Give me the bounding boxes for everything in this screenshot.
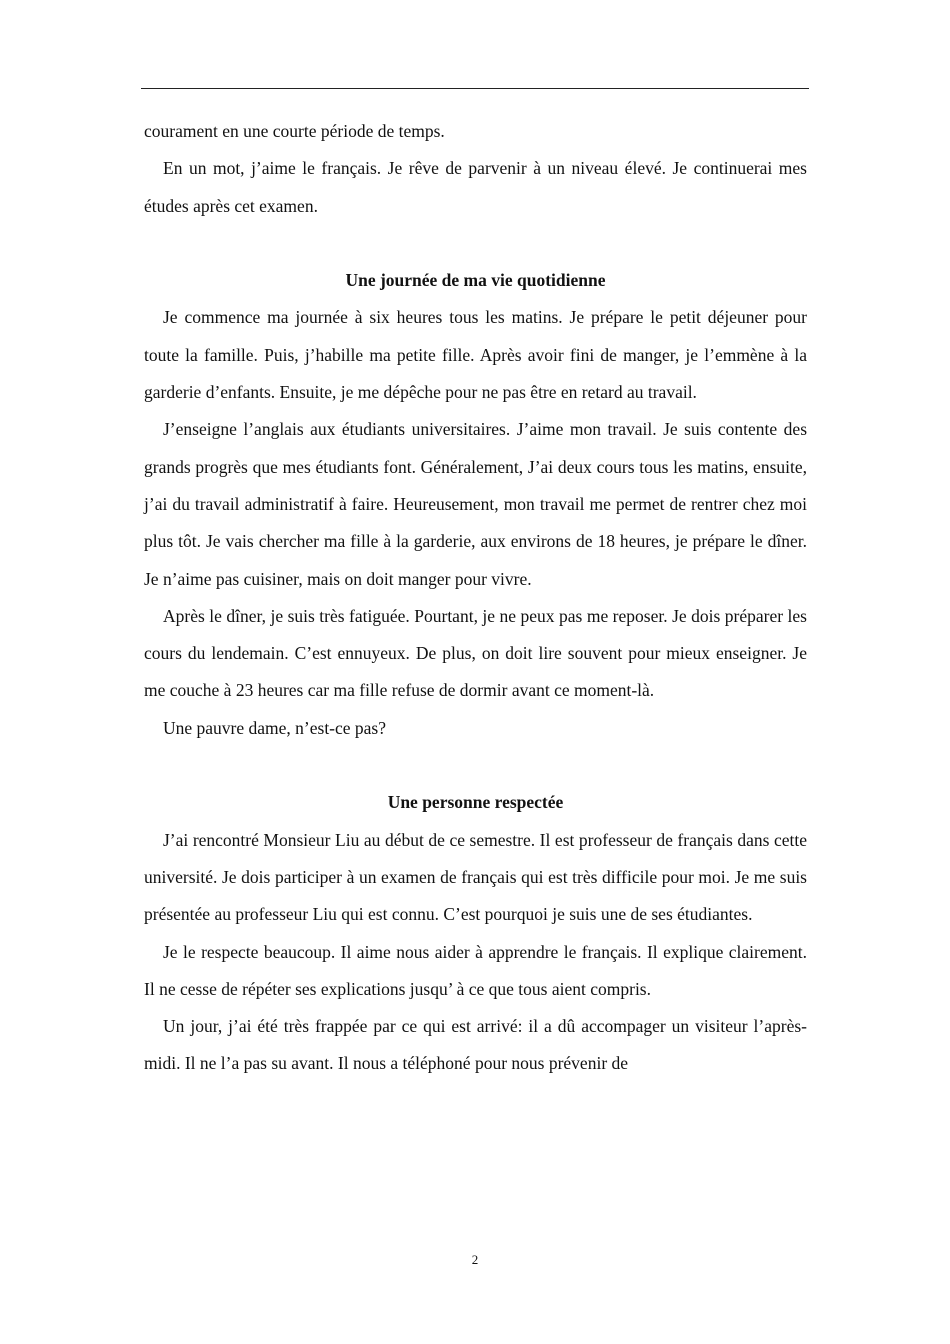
section1-paragraph: J’enseigne l’anglais aux étudiants universitaires. J’aime mon travail. Je suis contente des grands progrès que mes étudiants font. Généralement, J’ai deux cours tous les matins, ensuite, j’ai du travail administratif à faire. Heureusement, mon travail me permet de rentrer chez moi plus tôt. Je vais chercher ma fille à la garderie, aux environs de 18 heures, je prépare le dîner. Je n’aime pas cuisiner, mais on doit manger pour vivre. <box>144 419 807 589</box>
section-gap <box>144 747 807 784</box>
section2-paragraph: Un jour, j’ai été très frappée par ce qui est arrivé: il a dû accompager un visiteur l’après-midi. Il ne l’a pas su avant. Il nous a téléphoné pour nous prévenir de <box>144 1016 807 1074</box>
intro-closing-paragraph: En un mot, j’aime le français. Je rêve de parvenir à un niveau élevé. Je continuerai mes études après cet examen. <box>144 158 807 216</box>
section-title-daily-life: Une journée de ma vie quotidienne <box>345 270 606 291</box>
header-rule <box>141 88 809 89</box>
section-title-respected-person: Une personne respectée <box>387 792 564 813</box>
section-gap <box>144 225 807 262</box>
document-body <box>144 113 807 1083</box>
section1-paragraph: Après le dîner, je suis très fatiguée. Pourtant, je ne peux pas me reposer. Je dois préparer les cours du lendemain. C’est ennuyeux. De plus, on doit lire souvent pour mieux enseigner. Je me couche à 23 heures car ma fille refuse de dormir avant ce moment-là. <box>144 605 807 701</box>
section2-paragraph: Je le respecte beaucoup. Il aime nous aider à apprendre le français. Il explique clairement. Il ne cesse de répéter ses explications jusqu’ à ce que tous aient compris. <box>144 941 807 999</box>
section2-paragraph: J’ai rencontré Monsieur Liu au début de ce semestre. Il est professeur de français dans cette université. Je dois participer à un examen de français qui est très difficile pour moi. Je me suis présentée au professeur Liu qui est connu. C’est pourquoi je suis une de ses étudiantes. <box>144 829 807 925</box>
section1-paragraph: Une pauvre dame, n’est-ce pas? <box>163 717 387 738</box>
section1-paragraph: Je commence ma journée à six heures tous les matins. Je prépare le petit déjeuner pour toute la famille. Puis, j’habille ma petite fille. Après avoir fini de manger, je l’emmène à la garderie d’enfants. Ensuite, je me dépêche pour ne pas être en retard au travail. <box>144 307 807 403</box>
page-number: 2 <box>471 1252 479 1267</box>
continuation-paragraph: courament en une courte période de temps. <box>144 121 445 141</box>
